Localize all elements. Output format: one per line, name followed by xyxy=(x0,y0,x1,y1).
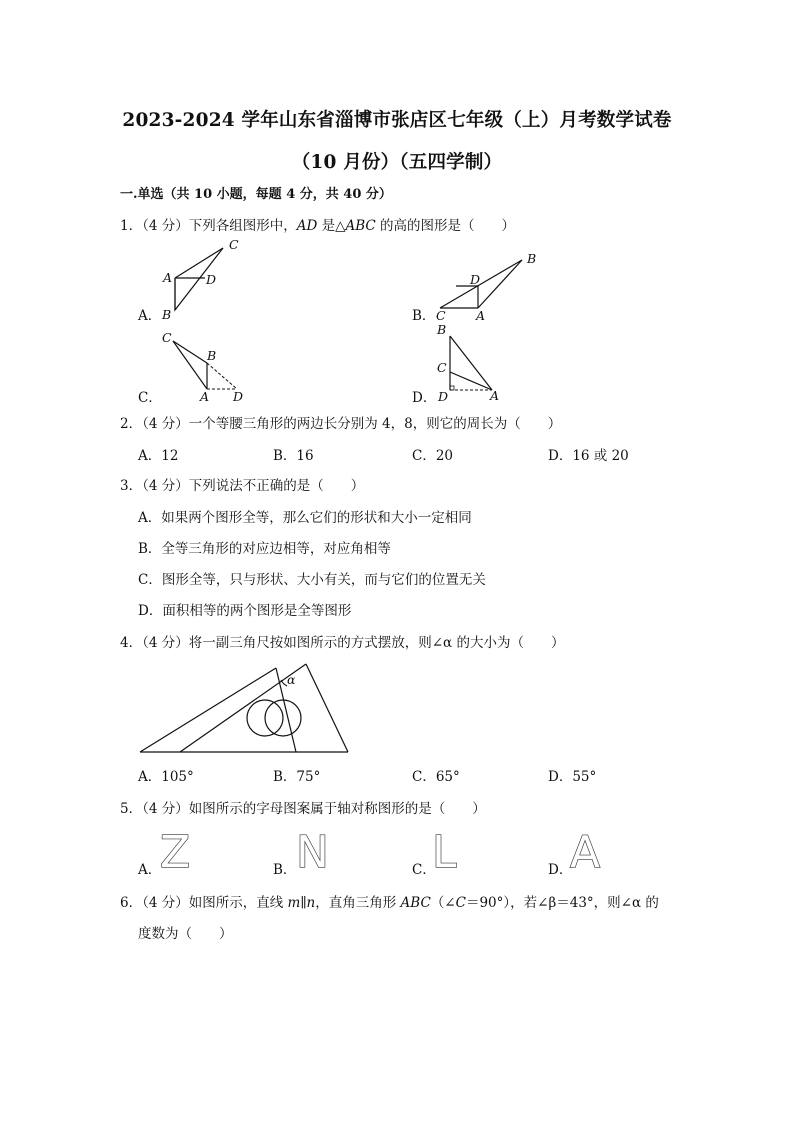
q1-figure-c xyxy=(155,327,255,407)
q5-option-d: D． xyxy=(548,862,573,878)
q6-stem-line2: 度数为（ ） xyxy=(138,926,233,942)
q1-figure-d xyxy=(430,322,530,402)
q1d-label-d: D xyxy=(438,389,449,404)
q5-stem: 5．（4 分）如图所示的字母图案属于轴对称图形的是（ ） xyxy=(120,801,486,817)
q1c-label-a: A xyxy=(200,389,210,404)
q5-option-b: B． xyxy=(273,862,297,878)
q1c-label-c: C xyxy=(162,330,172,345)
q1b-label-b: B xyxy=(527,251,537,266)
q1c-label-b: B xyxy=(207,348,217,363)
q2-stem: 2．（4 分）一个等腰三角形的两边长分别为 4，8，则它的周长为（ ） xyxy=(120,416,562,432)
q1b-label-d: D xyxy=(470,272,481,287)
q3-option-c: C．图形全等，只与形状、大小有关，而与它们的位置无关 xyxy=(138,572,486,588)
q4-option-c: C．65° xyxy=(412,769,460,785)
q1-option-b-label: B． xyxy=(412,308,436,324)
q2-option-b: B．16 xyxy=(273,448,314,464)
paper-title-line1: 2023-2024 学年山东省淄博市张店区七年级（上）月考数学试卷 xyxy=(122,110,672,131)
q1d-label-c: C xyxy=(437,360,447,375)
q1-option-c-label: C． xyxy=(138,390,162,406)
q3-option-b: B．全等三角形的对应边相等，对应角相等 xyxy=(138,541,391,557)
q5-letter-z-outline: Z xyxy=(160,827,191,878)
q4-alpha-label: α xyxy=(287,672,296,687)
q1-stem: 1．（4 分）下列各组图形中，AD 是△ABC 的高的图形是（ ） xyxy=(120,218,516,234)
q5-letter-a-outline: A xyxy=(570,827,601,878)
q6-stem: 6．（4 分）如图所示，直线 m∥n，直角三角形 ABC（∠C＝90°），若∠β＝43°，则∠α 的 xyxy=(120,895,659,911)
q1d-label-b: B xyxy=(437,322,447,337)
q5-letter-l-outline: L xyxy=(432,827,457,878)
q5-letter-n-outline: N xyxy=(296,827,329,878)
q2-option-a: A．12 xyxy=(138,448,179,464)
q4-option-d: D．55° xyxy=(548,769,597,785)
q1-option-d-label: D． xyxy=(412,390,437,406)
q1d-label-a: A xyxy=(490,388,500,403)
q1-figure-b xyxy=(430,248,550,328)
q4-option-b: B．75° xyxy=(273,769,321,785)
q1c-label-d: D xyxy=(233,389,244,404)
q4-stem: 4．（4 分）将一副三角尺按如图所示的方式摆放，则∠α 的大小为（ ） xyxy=(120,635,565,651)
q4-set-square-figure xyxy=(130,658,370,758)
q3-option-d: D．面积相等的两个图形是全等图形 xyxy=(138,603,352,619)
q1b-label-a: A xyxy=(476,308,486,323)
q1a-label-b: B xyxy=(162,307,172,322)
q3-stem: 3．（4 分）下列说法不正确的是（ ） xyxy=(120,478,365,494)
q5-option-a: A． xyxy=(138,862,162,878)
q1a-label-c: C xyxy=(229,237,239,252)
q5-option-c: C． xyxy=(412,862,436,878)
q3-option-a: A．如果两个图形全等，那么它们的形状和大小一定相同 xyxy=(138,510,472,526)
q4-option-a: A．105° xyxy=(138,769,194,785)
q1a-label-d: D xyxy=(206,272,217,287)
q2-option-d: D．16 或 20 xyxy=(548,448,629,464)
section-heading: 一.单选（共 10 小题，每题 4 分，共 40 分） xyxy=(120,187,392,202)
q2-option-c: C．20 xyxy=(412,448,454,464)
q1-option-a-label: A． xyxy=(138,308,162,324)
q1-figure-a xyxy=(155,238,255,323)
q1a-label-a: A xyxy=(163,270,173,285)
q1b-label-c: C xyxy=(436,308,446,323)
paper-title-line2: （10 月份）（五四学制） xyxy=(291,152,503,173)
